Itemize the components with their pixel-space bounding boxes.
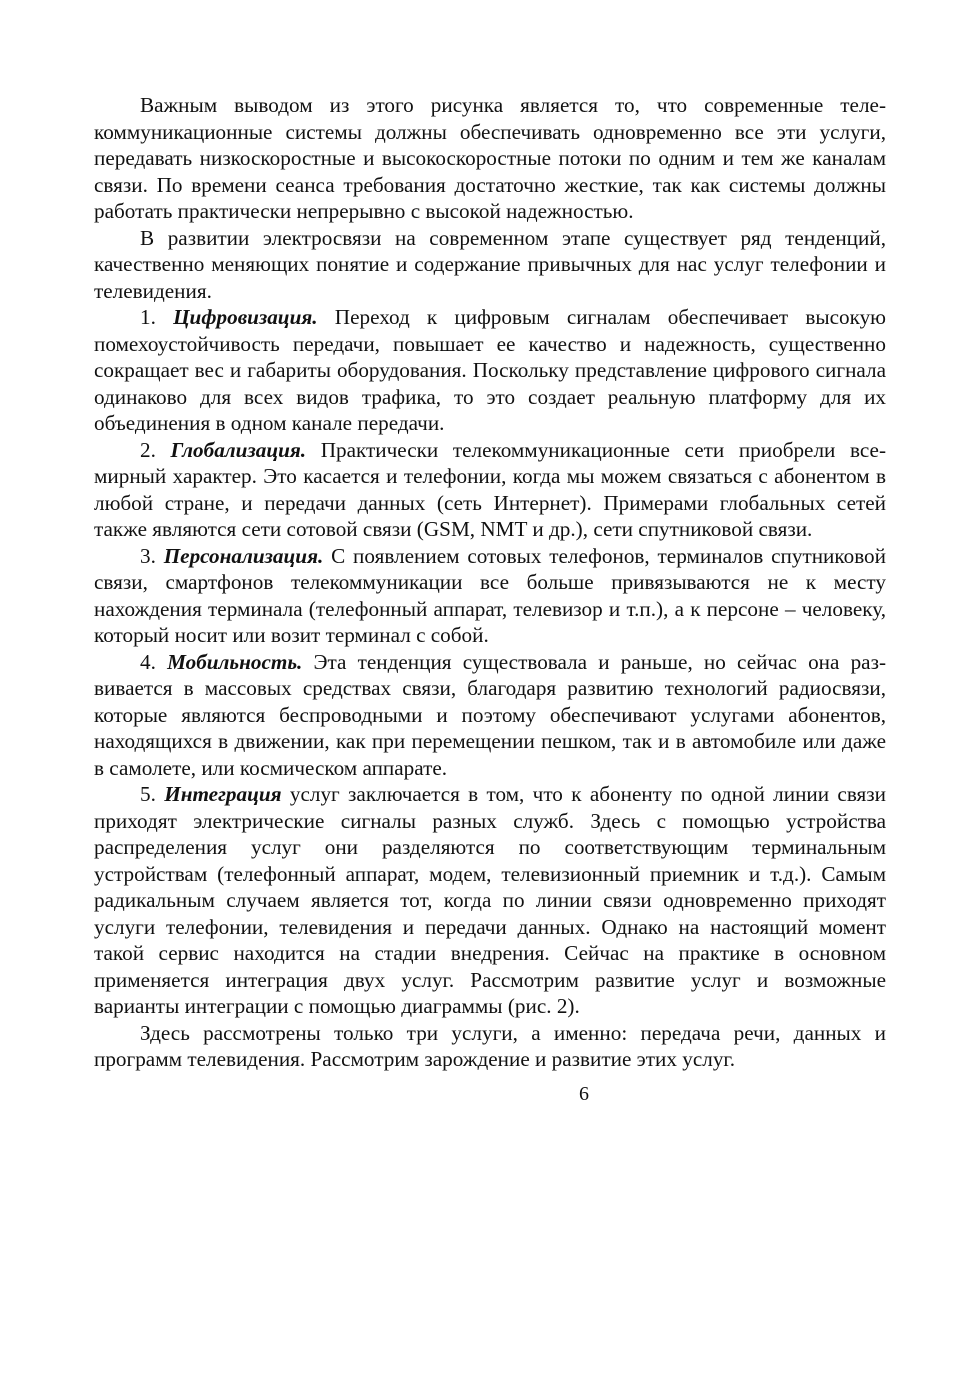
item-number: 5. [140, 782, 165, 806]
list-item-integration [94, 781, 886, 1020]
closing-paragraph: Здесь рассмотрены только три услуги, а именно: передача речи, данных и программ телевидения. Рассмотрим зарождение и развитие этих услуг. [94, 1020, 886, 1071]
item-number: 1. [140, 305, 174, 329]
item-text: Практически телекоммуникационные сети приобрели всемирный характер. Это касается и телефонии, когда мы можем связаться с абонентом в любой стране, и передачи данных (сеть Интернет). Примерами глобальных сетей также являются сети сотовой связи (GSM, NMT и др.), сети спутниковой связи. [94, 437, 886, 541]
page-body [94, 92, 887, 1105]
item-text: С появлением сотовых телефонов, терминалов спутниковой связи, смартфонов телекоммуникации все больше привязываются не к месту нахождения терминала (телефонный аппарат, телевизор и т.п.), а к персоне – человеку, который носит или возит терминал с собой. [94, 543, 886, 647]
list-item-personalization [94, 543, 886, 649]
intro-paragraph-2: В развитии электросвязи на современном этапе существует ряд тенденций, качественно меняющих понятие и содержание привычных для нас услуг телефонии и телевидения. [94, 225, 886, 303]
item-term: Персонализация. [163, 543, 324, 568]
item-term: Цифровизация. [173, 305, 318, 329]
list-item-mobility [94, 649, 886, 782]
item-term: Интеграция [164, 782, 282, 806]
list-item-digitalization [94, 304, 886, 437]
intro-paragraph-1: Важным выводом из этого рисунка является то, что современные телекоммуникационные системы должны обеспечивать одновременно все эти услуги, передавать низкоскоростные и высокоскоростные потоки по одним и тем же каналам связи. По времени сеанса требования достаточно жесткие, так как системы должны работать практически непрерывно с высокой надежностью. [94, 93, 886, 223]
item-term: Мобильность. [167, 649, 303, 674]
item-number: 4. [140, 649, 168, 674]
item-text: услуг заключается в том, что к абоненту по одной линии связи приходят электрические сигналы разных служб. Здесь с помощью устройства распределения услуг они разделяются по соответствующим терминальным устройствам (телефонный аппарат, модем, телевизионный приемник и т.д.). Самым радикальным случаем является тот, когда по линии связи одновременно приходят услуги телефонии, телевидения и передачи данных. Однако на настоящий момент такой сервис находится на стадии внедрения. Сейчас на практике в основном применяется интеграция двух услуг. Рассмотрим развитие услуг и возможные варианты интеграции с помощью диаграммы (рис. 2). [94, 782, 887, 1018]
item-text: Переход к цифровым сигналам обеспечивает высокую помехоустойчивость передачи, повышает ее качество и надежность, существенно сокращает вес и габариты оборудования. Поскольку представление цифрового сигнала одинаково для всех видов трафика, то это создает реальную платформу для их объединения в одном канале передачи. [94, 305, 887, 435]
page-number: 6 [579, 1083, 589, 1105]
item-number: 3. [140, 543, 164, 568]
item-text: Эта тенденция существовала и раньше, но сейчас она развивается в массовых средствах связи, благодаря развитию технологий радиосвязи, которые являются беспроводными и поэтому обеспечивают услугами абонентов, находящихся в движении, как при перемещении пешком, так и в автомобиле или даже в самолете, или космическом аппарате. [94, 649, 886, 780]
list-item-globalization [94, 437, 886, 543]
item-term: Глобализация. [170, 437, 307, 462]
item-number: 2. [140, 437, 171, 462]
